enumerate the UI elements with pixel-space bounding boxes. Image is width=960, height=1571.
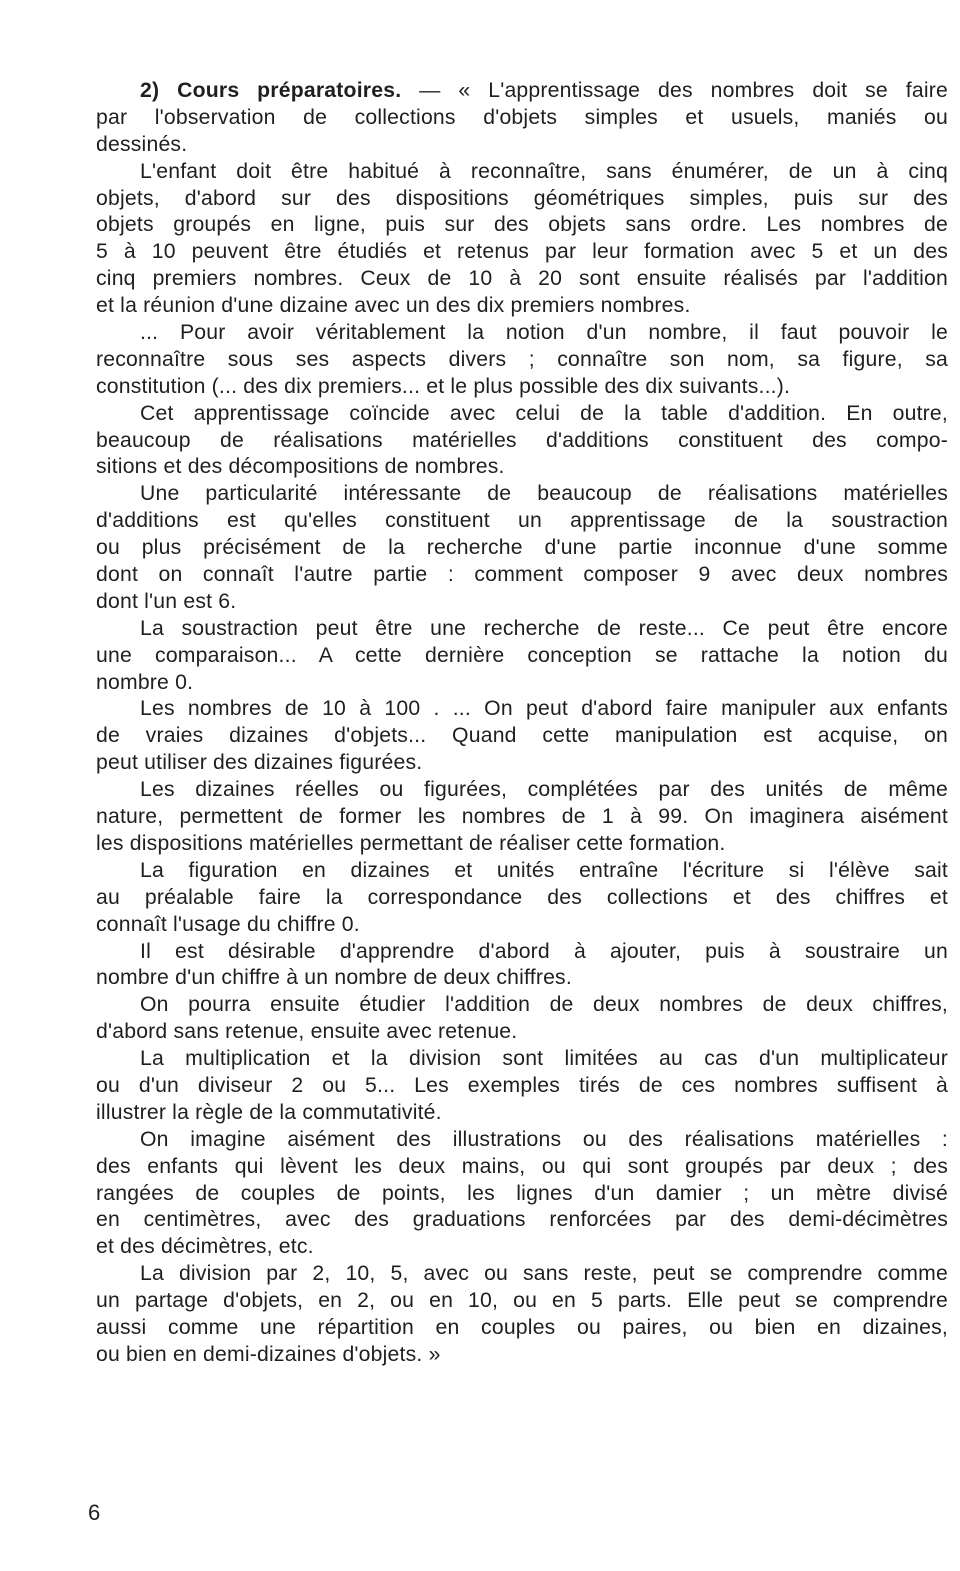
text-line: de vraies dizaines d'objets... Quand cette manipulation est acquise, on: [96, 724, 948, 748]
text-line: ... Pour avoir véritablement la notion d'un nombre, il faut pouvoir le: [140, 321, 948, 345]
text-line: en centimètres, avec des graduations renforcées par des demi-décimètres: [96, 1208, 948, 1232]
text-line: dessinés.: [96, 132, 188, 156]
text-line: nature, permettent de former les nombres de 1 à 99. On imaginera aisément: [96, 805, 948, 829]
section-heading: 2) Cours préparatoires.: [140, 79, 402, 102]
text-line: ou plus précisément de la recherche d'une partie inconnue d'une somme: [96, 536, 948, 560]
text-line: On imagine aisément des illustrations ou des réalisations matérielles :: [140, 1127, 948, 1151]
text-line: connaît l'usage du chiffre 0.: [96, 912, 360, 936]
page-number: 6: [88, 1500, 101, 1525]
text-line: dont on connaît l'autre partie : comment composer 9 avec deux nombres: [96, 563, 948, 587]
text-line: Il est désirable d'apprendre d'abord à ajouter, puis à soustraire un: [140, 939, 948, 963]
text-line: objets groupés en ligne, puis sur des objets sans ordre. Les nombres de: [96, 213, 948, 237]
text-line: Cet apprentissage coïncide avec celui de la table d'addition. En outre,: [140, 401, 948, 425]
text-line: illustrer la règle de la commutativité.: [96, 1100, 442, 1124]
heading-continuation: — « L'apprentissage des nombres doit se faire: [401, 79, 948, 102]
text-line: dont l'un est 6.: [96, 589, 237, 613]
text-line: objets, d'abord sur des dispositions géométriques simples, puis sur des: [96, 186, 948, 210]
text-line: constitution (... des dix premiers... et le plus possible des dix suivants...).: [96, 374, 791, 398]
text-line: rangées de couples de points, les lignes d'un damier ; un mètre divisé: [96, 1181, 948, 1205]
text-line: Les dizaines réelles ou figurées, complétées par des unités de même: [140, 778, 948, 802]
text-line: La figuration en dizaines et unités entraîne l'écriture si l'élève sait: [140, 858, 948, 882]
text-line: La multiplication et la division sont limitées au cas d'un multiplicateur: [140, 1047, 948, 1071]
text-line: beaucoup de réalisations matérielles d'additions constituent des compo-: [96, 428, 948, 452]
text-line: d'abord sans retenue, ensuite avec retenue.: [96, 1020, 518, 1044]
text-line: les dispositions matérielles permettant de réaliser cette formation.: [96, 831, 726, 855]
text-line: reconnaître sous ses aspects divers ; connaître son nom, sa figure, sa: [96, 347, 948, 371]
text-line: On pourra ensuite étudier l'addition de deux nombres de deux chiffres,: [140, 993, 948, 1017]
text-line: un partage d'objets, en 2, ou en 10, ou en 5 parts. Elle peut se comprendre: [96, 1289, 948, 1313]
text-line: des enfants qui lèvent les deux mains, ou qui sont groupés par deux ; des: [96, 1154, 948, 1178]
text-line: Une particularité intéressante de beaucoup de réalisations matérielles: [140, 482, 948, 506]
text-line: La division par 2, 10, 5, avec ou sans reste, peut se comprendre comme: [140, 1262, 948, 1286]
text-line: au préalable faire la correspondance des collections et des chiffres et: [96, 885, 948, 909]
text-line: 5 à 10 peuvent être étudiés et retenus par leur formation avec 5 et un des: [96, 240, 948, 264]
text-line: une comparaison... A cette dernière conception se rattache la notion du: [96, 643, 948, 667]
text-line: Les nombres de 10 à 100 . ... On peut d'abord faire manipuler aux enfants: [140, 697, 948, 721]
text-line: peut utiliser des dizaines figurées.: [96, 751, 423, 775]
section-heading-line: [96, 78, 948, 105]
text-line: cinq premiers nombres. Ceux de 10 à 20 sont ensuite réalisés par l'addition: [96, 267, 948, 291]
text-line: par l'observation de collections d'objets simples et usuels, maniés ou: [96, 105, 948, 129]
text-line: d'additions est qu'elles constituent un apprentissage de la soustraction: [96, 509, 948, 533]
text-line: et des décimètres, etc.: [96, 1235, 314, 1259]
text-line: ou d'un diviseur 2 ou 5... Les exemples tirés de ces nombres suffisent à: [96, 1073, 948, 1097]
body-text: [96, 78, 948, 1369]
text-line: La soustraction peut être une recherche de reste... Ce peut être encore: [140, 616, 948, 640]
text-line: nombre d'un chiffre à un nombre de deux chiffres.: [96, 966, 572, 990]
text-line: nombre 0.: [96, 670, 194, 694]
text-line: ou bien en demi-dizaines d'objets. »: [96, 1342, 441, 1366]
text-line: aussi comme une répartition en couples ou paires, ou bien en dizaines,: [96, 1315, 948, 1339]
text-line: L'enfant doit être habitué à reconnaître, sans énumérer, de un à cinq: [140, 159, 948, 183]
text-line: sitions et des décompositions de nombres.: [96, 455, 505, 479]
text-line: et la réunion d'une dizaine avec un des dix premiers nombres.: [96, 294, 691, 318]
